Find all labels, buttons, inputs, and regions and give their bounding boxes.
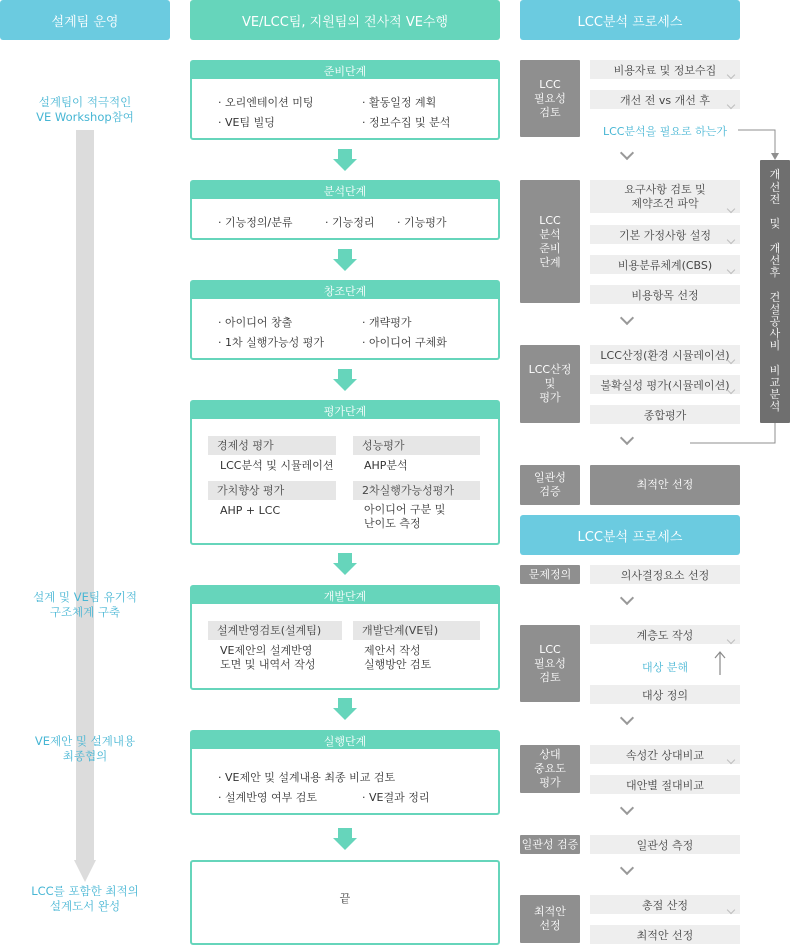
problem-definition-step (590, 565, 740, 584)
down-arrow-icon (333, 249, 357, 271)
chevron-down-icon (620, 431, 634, 445)
consistency-check-label: 일관성 검증 (520, 835, 580, 854)
importance-step (590, 745, 740, 764)
optimal-selection-label: 최적안 선정 (520, 895, 580, 943)
chevron-down-icon (620, 861, 634, 875)
stage-creation (190, 280, 500, 360)
eval-block-text: LCC분석 및 시뮬레이션 (220, 459, 334, 472)
stage-preparation (190, 60, 500, 140)
chevron-down-icon (620, 801, 634, 815)
down-arrow-icon (333, 149, 357, 171)
ahp-need-step (590, 685, 740, 704)
problem-definition-label: 문제정의 (520, 565, 580, 584)
step-label: 비용자료 및 정보수집 (613, 63, 717, 77)
step-label: 기본 가정사항 설정 (618, 228, 711, 242)
stage-execution (190, 730, 500, 815)
ahp-need-step (590, 625, 740, 644)
stage-item: · 아이디어 창출 (218, 316, 293, 329)
eval-block-text: AHP + LCC (220, 504, 281, 517)
stage-evaluation (190, 400, 500, 545)
down-arrow-icon (333, 369, 357, 391)
stage-analysis (190, 180, 500, 240)
eval-block-text: 아이디어 구분 및 난이도 측정 (364, 503, 446, 530)
left-note-structure: 설계 및 VE팀 유기적 구조체계 구축 (33, 590, 137, 619)
stage-item: · 활동일정 계획 (362, 96, 437, 109)
stage-title: 개발단계 (192, 587, 498, 604)
eval-block-header: 2차실행가능성평가 (353, 481, 480, 500)
stage-title: 실행단계 (192, 732, 498, 749)
down-arrow-icon (333, 828, 357, 850)
optimal-selection-step (590, 895, 740, 914)
eval-block-header: 경제성 평가 (208, 436, 336, 455)
step-label: 일관성 측정 (636, 838, 694, 852)
chevron-down-icon (620, 311, 634, 325)
stage-item: · 아이디어 구체화 (362, 336, 447, 349)
step-label: 총점 산정 (641, 898, 688, 912)
stage-item: · 오리엔테이션 미팅 (218, 96, 314, 109)
dev-block-text: 제안서 작성 실행방안 검토 (364, 644, 432, 671)
stage-development (190, 585, 500, 690)
left-flow-arrow (74, 130, 96, 882)
step-label: 의사결정요소 선정 (620, 568, 710, 582)
end-label: 끝 (339, 891, 351, 905)
lcc-need-label: LCC 필요성 검토 (520, 60, 580, 137)
stage-item: · 기능평가 (397, 216, 447, 229)
importance-label: 상대 중요도 평가 (520, 745, 580, 793)
up-arrow-icon (714, 650, 726, 676)
lcc-optimal-result: 최적안 선정 (590, 465, 740, 505)
stage-item: · 1차 실행가능성 평가 (218, 336, 324, 349)
ahp-need-step-highlight: 대상 분해 (641, 661, 688, 674)
side-comparison-label: 개 선 전 및 개 선 후 건 설 공 사 비 비 교 분 석 (769, 168, 781, 414)
stage-end (190, 860, 500, 945)
dev-block-header: 설계반영검토(설계팀) (208, 621, 342, 640)
chevron-down-icon (620, 591, 634, 605)
step-label: 대상 정의 (641, 688, 688, 702)
stage-item: · VE결과 정리 (362, 791, 430, 804)
left-note-final-review: VE제안 및 설계내용 최종협의 (34, 734, 136, 763)
stage-item: · 기능정리 (325, 216, 375, 229)
lcc-calc-label: LCC산정 및 평가 (520, 345, 580, 423)
lcc-need-question: LCC분석을 필요로 하는가 (602, 125, 728, 138)
header-team-operation: 설계팀 운영 (0, 0, 170, 40)
optimal-selection-step (590, 925, 740, 944)
stage-title: 평가단계 (192, 402, 498, 419)
step-label: 종합평가 (643, 408, 687, 422)
lcc-prep-label: LCC 분석 준비 단계 (520, 180, 580, 303)
step-label: 속성간 상대비교 (626, 748, 704, 762)
lcc-need-step (590, 90, 740, 109)
lcc-process-subheader: LCC분석 프로세스 (520, 515, 740, 555)
stage-title: 분석단계 (192, 182, 498, 199)
chevron-down-icon (620, 146, 634, 160)
step-label: 불확실성 평가(시뮬레이션) (600, 378, 730, 392)
stage-item: · 정보수집 및 분석 (362, 116, 451, 129)
step-label: 요구사항 검토 및 제약조건 파악 (624, 182, 706, 210)
step-label: 개선 전 vs 개선 후 (620, 93, 710, 107)
step-label: 대안별 절대비교 (626, 778, 704, 792)
left-note-complete: LCC를 포함한 최적의 설계도서 완성 (31, 884, 139, 913)
step-label: 비용분류체계(CBS) (617, 258, 713, 272)
down-arrow-icon (333, 553, 357, 575)
stage-item: · 기능정의/분류 (218, 216, 293, 229)
eval-block-text: AHP분석 (364, 459, 408, 472)
consistency-check-step (590, 835, 740, 854)
dev-block-header: 개발단계(VE팀) (353, 621, 480, 640)
side-comparison-bar (760, 160, 790, 423)
eval-block-header: 성능평가 (353, 436, 480, 455)
stage-title: 창조단계 (192, 282, 498, 299)
down-arrow-icon (333, 698, 357, 720)
lcc-consistency-label: 일관성 검증 (520, 465, 580, 505)
stage-item: · VE팀 빌딩 (218, 116, 275, 129)
step-label: LCC산정(환경 시뮬레이션) (600, 348, 730, 362)
left-note-workshop: 설계팀이 적극적인 VE Workshop참여 (36, 95, 134, 124)
dev-block-text: VE제안의 설계반영 도면 및 내역서 작성 (220, 644, 316, 671)
chevron-down-icon (620, 711, 634, 725)
stage-item: · VE제안 및 설계내용 최종 비교 검토 (218, 771, 396, 784)
stage-item: · 설계반영 여부 검토 (218, 791, 317, 804)
stage-title: 준비단계 (192, 62, 498, 79)
ahp-need-label: LCC 필요성 검토 (520, 625, 580, 702)
step-label: 계층도 작성 (636, 628, 694, 642)
stage-item: · 개략평가 (362, 316, 412, 329)
eval-block-header: 가치향상 평가 (208, 481, 336, 500)
importance-step (590, 775, 740, 794)
header-ve-execution: VE/LCC팀, 지원팀의 전사적 VE수행 (190, 0, 500, 40)
header-lcc-process: LCC분석 프로세스 (520, 0, 740, 40)
lcc-need-step (590, 60, 740, 79)
step-label: 비용항목 선정 (631, 288, 699, 302)
step-label: 최적안 선정 (636, 928, 694, 942)
